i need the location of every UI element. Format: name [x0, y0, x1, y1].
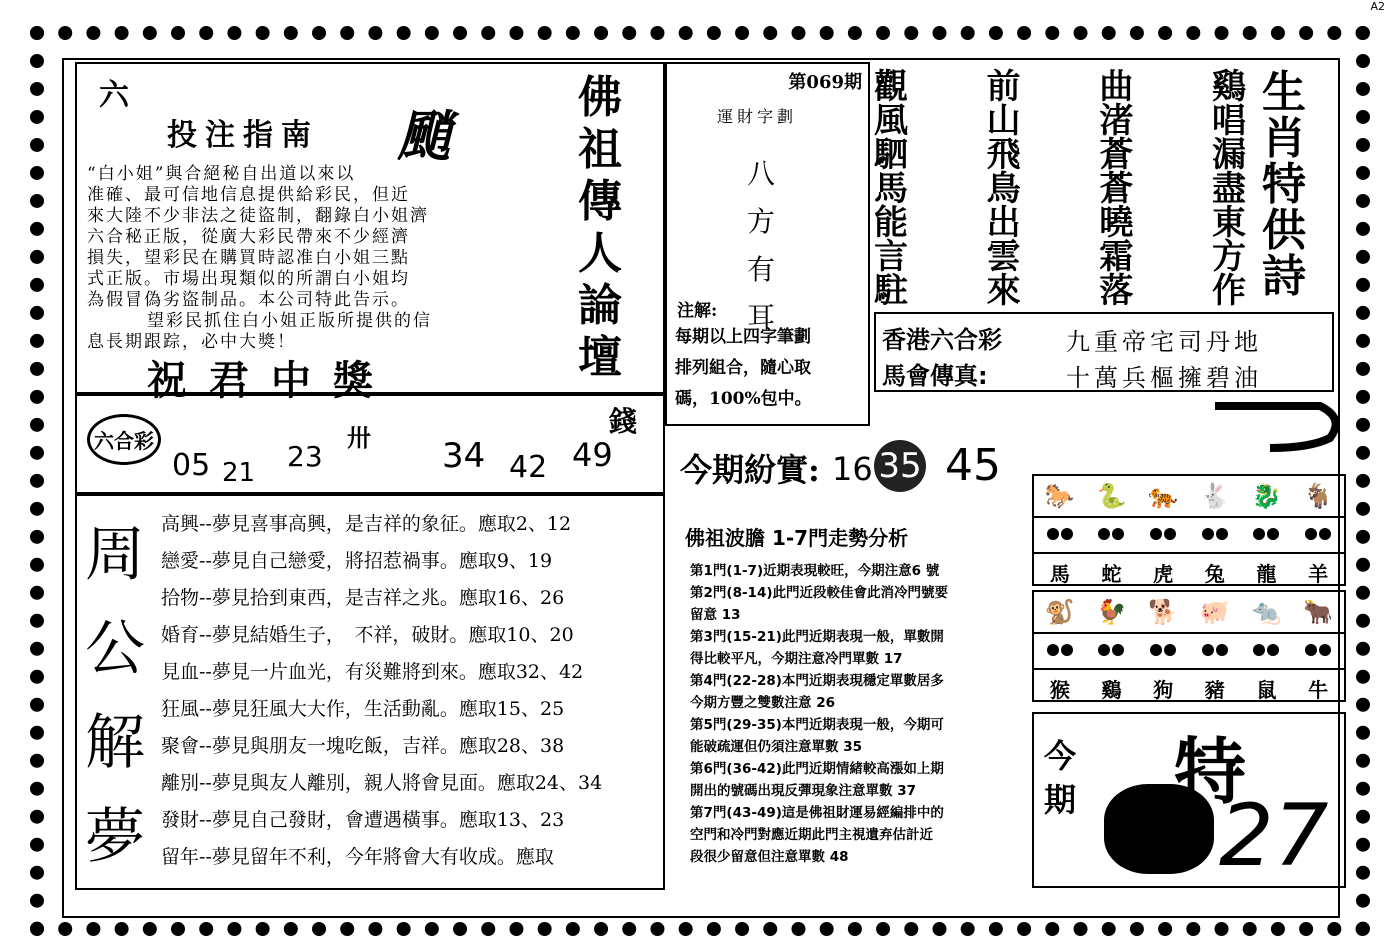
analysis-line: 第4門(22-28)本門近期表現穩定單數居多: [690, 673, 944, 689]
zodiac-label: 鷄: [1101, 678, 1122, 702]
rabbit-icon: 🐇: [1199, 482, 1230, 510]
note-line: 排列組合，隨心取: [675, 358, 811, 378]
poem-char: 鳥: [986, 169, 1021, 209]
dream-item: 婚育--夢見結婚生子， 不祥，破財。應取10、20: [161, 624, 574, 646]
fax-label2: 馬會傳真:: [882, 362, 988, 390]
guide-line: “白小姐”與合絕秘自出道以來以: [87, 164, 356, 184]
zodiac-table-2: [1032, 590, 1346, 702]
zodiac-label: 豬: [1204, 678, 1225, 702]
vertical-title: [545, 72, 655, 384]
zodiac-label: 蛇: [1101, 562, 1122, 586]
vertical-title-char: 祖: [578, 124, 622, 175]
buy-number: 45: [945, 440, 1001, 491]
guide-line: 准確、最可信地信息提供給彩民，但近: [87, 185, 410, 205]
dream-item: 見血--夢見一片血光，有災難將到來。應取32、42: [161, 661, 584, 683]
dream-item: 戀愛--夢見自己戀愛，將招惹禍事。應取9、19: [161, 550, 553, 572]
zodiac-label: 虎: [1153, 562, 1174, 586]
phrase-char: 耳: [747, 301, 776, 334]
vertical-title-char: 論: [578, 280, 622, 331]
dream-item: 聚會--夢見與朋友一塊吃飯，吉祥。應取28、38: [161, 735, 565, 757]
tiger-icon: 🐅: [1148, 482, 1179, 510]
vertical-title-char: 人: [578, 228, 622, 279]
ox-icon: 🐂: [1303, 598, 1334, 626]
zodiac-label: 兔: [1204, 562, 1225, 586]
poem-char: 出: [986, 203, 1021, 243]
fax-row1: 九重帝宅司丹地: [1066, 328, 1262, 356]
special-big: 特: [1174, 730, 1247, 814]
guide-line: 望彩民抓住白小姐正版所提供的信: [147, 311, 432, 331]
zodiac-label: 狗: [1153, 678, 1174, 702]
poem-char: 曲: [1099, 67, 1134, 107]
special-label-char: 期: [1044, 781, 1077, 819]
poem-char: 落: [1099, 271, 1134, 311]
analysis-line: 第5門(29-35)本門近期表現一般，今期可: [690, 717, 944, 733]
guide-line: 來大陸不少非法之徒盜制，翻錄白小姐濟: [87, 206, 429, 226]
dream-title-char: 公: [85, 614, 145, 684]
poem-char: 作: [1211, 271, 1246, 311]
zodiac-labels: [1034, 670, 1344, 703]
animal-icons: [1034, 476, 1344, 516]
side-char: 特: [1262, 159, 1306, 210]
poem-char: 飛: [986, 135, 1021, 175]
corner-mark: A2: [1370, 0, 1385, 13]
buy-label: 今期紛實:: [680, 451, 820, 489]
guide-box: [75, 62, 665, 404]
pig-icon: 🐖: [1199, 598, 1230, 626]
guide-side-glyph: 颵: [397, 104, 451, 168]
dream-item: 留年--夢見留年不利，今年將會大有收成。應取: [161, 846, 554, 868]
poem-char: 蒼: [1099, 169, 1134, 209]
ball-row: [1034, 632, 1344, 670]
analysis-line: 今期方豐之雙數注意 26: [690, 695, 835, 711]
lottery-money: 錢: [609, 405, 638, 438]
dream-title-char: 夢: [85, 802, 145, 872]
guide-line: 為假冒偽劣盜制品。本公司特此告示。: [87, 290, 410, 310]
lottery-number: 05: [172, 448, 211, 483]
special-label-char: 今: [1044, 737, 1077, 775]
fax-box: [874, 312, 1334, 392]
analysis-list: [690, 560, 1020, 868]
poem-char: 風: [874, 101, 908, 141]
dream-item: 高興--夢見喜事高興，是吉祥的象征。應取2、12: [161, 513, 572, 535]
horse-icon: 🐎: [1044, 482, 1075, 510]
side-char: 肖: [1262, 113, 1306, 164]
ball-row: [1034, 516, 1344, 554]
phrase-char: 八: [747, 157, 776, 190]
note-label: 注解:: [677, 301, 718, 321]
special-label: [1044, 734, 1076, 822]
lottery-badge: 六合彩: [87, 414, 161, 465]
rooster-icon: 🐓: [1096, 598, 1127, 626]
poem-char: 霜: [1099, 237, 1134, 277]
vertical-title-char: 壇: [578, 332, 622, 383]
poem-char: 曉: [1099, 203, 1134, 243]
poem-column: [874, 67, 908, 311]
dream-box: [75, 494, 665, 890]
dream-title-char: 周: [85, 520, 145, 590]
lottery-number: 21: [222, 458, 256, 488]
analysis-line: 第1門(1-7)近期表現較旺，今期注意6 號: [690, 563, 940, 579]
poem-side-title: [1262, 67, 1306, 302]
special-box: [1032, 712, 1346, 888]
side-char: 詩: [1262, 251, 1306, 302]
special-number: 27: [1219, 786, 1329, 886]
zodiac-table-1: [1032, 474, 1346, 586]
analysis-title: 佛祖波膽 1-7門走勢分析: [685, 526, 909, 550]
lottery-number: 42: [509, 450, 548, 485]
poem-char: 漏: [1211, 135, 1246, 175]
vertical-title-char: 佛: [578, 72, 622, 123]
lottery-number: 34: [442, 436, 486, 476]
goat-icon: 🐐: [1303, 482, 1334, 510]
poem: [874, 67, 1246, 311]
analysis-line: 第7門(43-49)這是佛祖財運易經編排中的: [690, 805, 944, 821]
guide-line: 損失，望彩民在購買時認准白小姐三點: [87, 248, 410, 268]
poem-char: 唱: [1211, 101, 1246, 141]
poem-char: 觀: [874, 67, 908, 107]
poem-char: 前: [986, 67, 1021, 107]
lottery-box: [75, 394, 665, 494]
poem-column: [1211, 67, 1246, 311]
lottery-number: 23: [287, 440, 323, 473]
zodiac-label: 鼠: [1256, 678, 1277, 702]
poem-char: 駟: [874, 135, 908, 175]
fax-label1: 香港六合彩: [882, 326, 1002, 354]
poem-char: 鷄: [1211, 67, 1246, 107]
note-line: 碼，100%包中。: [675, 389, 812, 409]
dog-icon: 🐕: [1148, 598, 1179, 626]
monkey-icon: 🐒: [1044, 598, 1075, 626]
rat-icon: 🐀: [1251, 598, 1282, 626]
poem-char: 駐: [874, 271, 908, 311]
analysis-line: 能破疏運但仍須注意單數 35: [690, 739, 862, 755]
zodiac-label: 龍: [1256, 562, 1277, 586]
poem-column: [1099, 67, 1134, 311]
dream-item: 離別--夢見與友人離別，親人將會見面。應取24、34: [161, 772, 603, 794]
analysis-line: 開出的號碼出現反彈現象注意單數 37: [690, 783, 916, 799]
zodiac-label: 猴: [1049, 678, 1070, 702]
lottery-mark: 卅: [347, 423, 371, 452]
guide-line: 息長期跟踪，必中大獎！: [87, 332, 296, 352]
guide-title: 投注指南: [167, 118, 319, 153]
note-text: [675, 322, 812, 415]
poem-char: 蒼: [1099, 135, 1134, 175]
zodiac-labels: [1034, 554, 1344, 587]
guide-header: 六: [99, 78, 129, 113]
issue-subtitle: 運財字劃: [717, 107, 798, 126]
analysis-line: 留意 13: [690, 607, 741, 623]
guide-bottom: 祝君中獎: [147, 357, 395, 404]
poem-column: [986, 67, 1021, 311]
poem-char: 言: [874, 237, 908, 277]
phrase-char: 有: [747, 253, 776, 286]
issue-number: 第069期: [788, 72, 862, 93]
fax-row2: 十萬兵樞擁碧油: [1066, 364, 1262, 392]
dream-title: [85, 508, 145, 884]
vertical-title-char: 傳: [578, 176, 622, 227]
poem-char: 能: [874, 203, 908, 243]
phrase-char: 方: [747, 205, 776, 238]
zodiac-label: 馬: [1049, 562, 1070, 586]
dream-item: 發財--夢見自己發財，會遭遇橫事。應取13、23: [161, 809, 565, 831]
dream-item: 狂風--夢見狂風大大作，生活動亂。應取15、25: [161, 698, 565, 720]
analysis-line: 第2門(8-14)此門近段較佳會此消冷門號要: [690, 585, 949, 601]
poem-char: 馬: [874, 169, 908, 209]
analysis-line: 得比較平凡，今期注意冷門單數 17: [690, 651, 903, 667]
zodiac-label: 牛: [1308, 678, 1329, 702]
analysis-line: 第3門(15-21)此門近期表現一般，單數開: [690, 629, 944, 645]
snake-icon: 🐍: [1096, 482, 1127, 510]
side-char: 生: [1262, 67, 1306, 118]
dream-item: 拾物--夢見拾到東西，是吉祥之兆。應取16、26: [161, 587, 565, 609]
buy-number: 16: [832, 450, 873, 488]
poem-char: 雲: [986, 237, 1021, 277]
side-char: 供: [1262, 205, 1306, 256]
analysis-line: 第6門(36-42)此門近期情緒較高漲如上期: [690, 761, 944, 777]
guide-line: 六合秘正版，從廣大彩民帶來不少經濟: [87, 227, 410, 247]
analysis-line: 空門和冷門對應近期此門主視遺弃估計近: [690, 827, 933, 843]
dream-list: [161, 506, 661, 876]
analysis-line: 段很少留意但注意單數 48: [690, 849, 849, 865]
poem-char: 盡: [1211, 169, 1246, 209]
dragon-icon: 🐉: [1251, 482, 1282, 510]
animal-icons: [1034, 592, 1344, 632]
note-line: 每期以上四字筆劃: [675, 327, 811, 347]
zodiac-label: 羊: [1308, 562, 1329, 586]
dream-title-char: 解: [85, 708, 145, 778]
brush-stroke: [1210, 398, 1350, 458]
poem-char: 東: [1211, 203, 1246, 243]
buy-number: 35: [874, 440, 926, 492]
issue-box: [665, 62, 870, 426]
lottery-number: 49: [572, 436, 613, 474]
poem-char: 山: [986, 101, 1021, 141]
poem-char: 來: [986, 271, 1021, 311]
poem-char: 渚: [1099, 101, 1134, 141]
guide-text: [87, 164, 537, 353]
issue-phrase: [747, 150, 775, 342]
guide-line: 式正版。市場出現類似的所謂白小姐均: [87, 269, 410, 289]
poem-char: 方: [1211, 237, 1246, 277]
